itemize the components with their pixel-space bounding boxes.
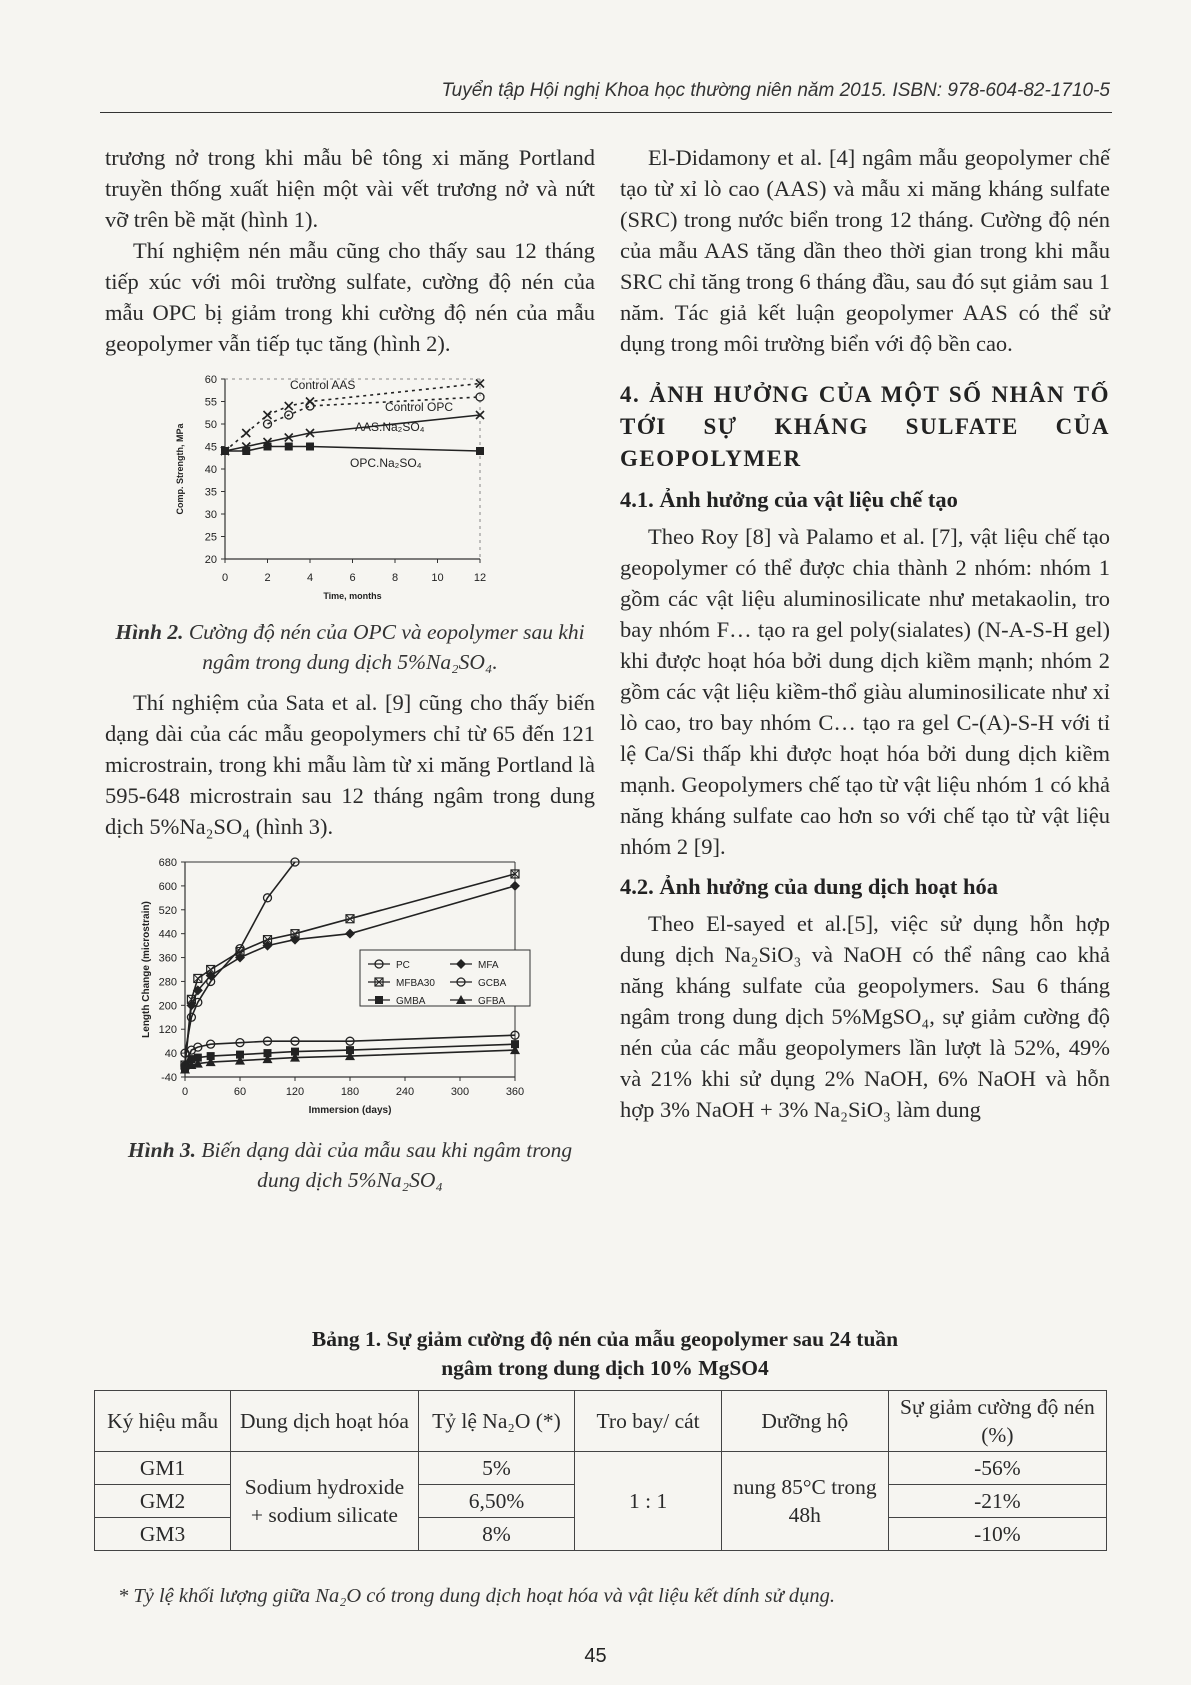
figure-3-label: Hình 3.	[127, 1138, 197, 1162]
data-point	[264, 443, 272, 451]
reduction-cell: -56%	[888, 1452, 1106, 1485]
series-label: Control OPC	[385, 400, 454, 414]
legend-marker	[375, 996, 383, 1004]
figure-2-caption-text: Cường độ nén của OPC và eopolymer sau khi ngâm trong dung dịch 5%Na₂SO₄.	[188, 620, 585, 674]
na2o-cell: 8%	[418, 1518, 575, 1551]
series-label: OPC.Na₂SO₄	[350, 456, 422, 470]
running-header: Tuyển tập Hội nghị Khoa học thường niên năm 2015. ISBN: 978-604-82-1710-5	[441, 80, 1110, 101]
sample-cell: GM2	[95, 1485, 231, 1518]
x-tick-label: 6	[349, 572, 356, 584]
series-line	[225, 447, 480, 452]
left-column	[105, 142, 595, 1205]
x-axis-label: Time, months	[323, 591, 382, 601]
left-paragraph-3: Thí nghiệm của Sata et al. [9] cũng cho thấy biến dạng dài của các mẫu geopolymers chỉ từ 65 đến 121 microstrain, trong khi mẫu làm từ xi măng Portland là 595-648 microstrain sau 12 tháng ngâm trong dung dịch 5%Na₂SO₄ (hình 3).	[105, 690, 595, 839]
data-point	[285, 443, 293, 451]
data-point	[242, 447, 250, 455]
x-tick-label: 12	[473, 572, 487, 584]
activator-cell: Sodium hydroxide + sodium silicate	[231, 1452, 418, 1551]
x-tick-label: 0	[181, 1086, 189, 1098]
ratio-cell: 1 : 1	[575, 1452, 721, 1551]
legend-label: MFA	[478, 960, 499, 971]
table-row	[95, 1452, 1107, 1485]
figure-2-label: Hình 2.	[115, 620, 184, 644]
data-point	[345, 929, 355, 939]
data-point	[242, 429, 250, 437]
y-tick-label: 60	[204, 374, 217, 386]
footnote: * Tỷ lệ khối lượng giữa Na₂O có trong dung dịch hoạt hóa và vật liệu kết dính sử dụng.	[118, 1585, 836, 1607]
section-4-1-heading: 4.1. Ảnh hưởng của vật liệu chế tạo	[620, 487, 958, 512]
y-tick-label: 440	[158, 928, 177, 941]
x-tick-label: 300	[450, 1086, 470, 1098]
x-tick-label: 2	[264, 572, 271, 584]
curing-cell: nung 85°C trong 48h	[721, 1452, 888, 1551]
table-title	[100, 1325, 1110, 1383]
x-tick-label: 360	[505, 1086, 525, 1098]
data-point	[221, 447, 229, 455]
figure-3-caption-text: Biến dạng dài của mẫu sau khi ngâm trong dung dịch 5%Na₂SO₄	[201, 1138, 573, 1192]
table-header-cell: Dung dịch hoạt hóa	[231, 1391, 418, 1452]
data-point	[306, 402, 314, 410]
data-point	[285, 402, 293, 410]
y-tick-label: 40	[204, 464, 217, 476]
y-tick-label: 600	[158, 880, 177, 893]
y-tick-label: 35	[204, 486, 217, 499]
data-point	[264, 411, 272, 419]
x-tick-label: 180	[340, 1086, 360, 1098]
y-tick-label: 40	[164, 1048, 177, 1061]
series-line	[225, 384, 480, 452]
data-point	[306, 443, 314, 451]
x-tick-label: 4	[306, 572, 314, 584]
data-point	[194, 974, 202, 982]
table-header-cell: Tỷ lệ Na₂O (*)	[418, 1391, 575, 1452]
legend-label: PC	[396, 960, 410, 971]
table-header-cell: Sự giảm cường độ nén (%)	[888, 1391, 1106, 1452]
header-rule	[100, 112, 1112, 113]
legend-label: GMBA	[396, 996, 426, 1007]
x-tick-label: 240	[395, 1086, 415, 1098]
table-title-line-2: ngâm trong dung dịch 10% MgSO4	[441, 1356, 769, 1380]
y-tick-label: 520	[158, 904, 177, 917]
table-header-row	[95, 1391, 1107, 1452]
right-paragraph-1: El-Didamony et al. [4] ngâm mẫu geopolymer chế tạo từ xỉ lò cao (AAS) và mẫu xi măng kháng sulfate (SRC) trong nước biển trong 12 tháng. Cường độ nén của mẫu AAS tăng dần theo thời gian trong khi mẫu SRC chỉ tăng trong 6 tháng đầu, sau đó sụt giảm sau 1 năm. Tác giả kết luận geopolymer AAS có thể sử dụng trong môi trường biển với độ bền cao.	[620, 145, 1110, 356]
y-tick-label: 45	[204, 441, 217, 454]
sample-cell: GM1	[95, 1452, 231, 1485]
data-point	[510, 881, 520, 891]
x-tick-label: 120	[285, 1086, 305, 1098]
y-axis-label: Comp. Strength, MPa	[175, 423, 185, 515]
right-paragraph-2: Theo Roy [8] và Palamo et al. [7], vật liệu chế tạo geopolymer có thể được chia thành 2 nhóm: nhóm 1 gồm các vật liệu aluminosilicate như metakaolin, tro bay nhóm F… tạo ra gel poly(sialates) (N-A-S-H gel) khi được hoạt hóa bởi dung dịch kiềm mạnh; nhóm 2 gồm các vật liệu kiềm-thổ giàu aluminosilicate như xỉ lò cao, tro bay nhóm C… tạo ra gel C-(A)-S-H với tỉ lệ Ca/Si thấp khi được hoạt hóa bởi dung dịch kiềm mạnh. Geopolymers chế tạo từ vật liệu nhóm 1 có khả năng kháng sulfate cao hơn so với chế tạo từ vật liệu nhóm 2 [9].	[620, 524, 1110, 859]
x-axis-label: Immersion (days)	[308, 1105, 392, 1116]
x-tick-label: 0	[221, 572, 229, 584]
y-tick-label: 30	[204, 509, 217, 521]
figure-3-caption	[105, 1135, 595, 1195]
x-tick-label: 10	[431, 572, 444, 584]
x-tick-label: 8	[391, 572, 399, 584]
sample-cell: GM3	[95, 1518, 231, 1551]
left-paragraph-2: Thí nghiệm nén mẫu cũng cho thấy sau 12 tháng tiếp xúc với môi trường sulfate, cường độ nén của mẫu OPC bị giảm trong khi cường độ nén của mẫu geopolymer vẫn tiếp tục tăng (hình 2).	[105, 238, 595, 356]
y-tick-label: 680	[158, 857, 177, 869]
y-tick-label: 55	[204, 396, 217, 409]
data-point	[476, 447, 484, 455]
section-4-heading: 4. ẢNH HƯỞNG CỦA MỘT SỐ NHÂN TỐ TỚI SỰ KHÁNG SULFATE CỦA GEOPOLYMER	[620, 382, 1110, 471]
right-column	[620, 142, 1110, 1125]
left-paragraph-1: trương nở trong khi mẫu bê tông xi măng Portland truyền thống xuất hiện một vài vết trương nở và nứt vỡ trên bề mặt (hình 1).	[105, 145, 595, 232]
y-tick-label: 20	[204, 554, 217, 566]
series-label: AAS.Na₂SO₄	[355, 420, 425, 434]
legend-label: GFBA	[478, 996, 506, 1007]
legend-label: MFBA30	[396, 978, 435, 989]
page-number: 45	[584, 1645, 607, 1667]
reduction-cell: -21%	[888, 1485, 1106, 1518]
figure-2-chart	[105, 369, 595, 604]
legend-label: GCBA	[478, 978, 507, 989]
na2o-cell: 6,50%	[418, 1485, 575, 1518]
na2o-cell: 5%	[418, 1452, 575, 1485]
table-header-cell: Tro bay/ cát	[575, 1391, 721, 1452]
table-header-cell: Ký hiệu mẫu	[95, 1391, 231, 1452]
x-tick-label: 60	[233, 1086, 247, 1098]
y-tick-label: 120	[158, 1024, 177, 1037]
series-label: Control AAS	[290, 378, 356, 392]
table-header-cell: Dưỡng hộ	[721, 1391, 888, 1452]
y-tick-label: 200	[158, 1000, 177, 1013]
section-4-2-heading: 4.2. Ảnh hưởng của dung dịch hoạt hóa	[620, 874, 998, 899]
y-tick-label: 280	[158, 976, 177, 989]
right-paragraph-3: Theo El-sayed et al.[5], việc sử dụng hỗn hợp dung dịch Na₂SiO₃ và NaOH có thể nâng cao khả năng kháng sulfate của geopolymers. Sau 6 tháng ngâm trong dung dịch 5%MgSO₄, sự giảm cường độ nén của các mẫu geopolymers lần lượt là 52%, 49% và 21% khi sử dụng 2% NaOH, 6% NaOH và hỗn hợp 3% NaOH + 3% Na₂SiO₃ làm dung	[620, 911, 1110, 1122]
figure-3	[105, 852, 595, 1127]
y-tick-label: 25	[204, 531, 217, 544]
figure-2-caption	[105, 617, 595, 677]
table-title-line-1: Bảng 1. Sự giảm cường độ nén của mẫu geopolymer sau 24 tuần	[311, 1327, 899, 1351]
figure-2	[105, 369, 595, 609]
y-tick-label: 50	[204, 419, 217, 431]
y-tick-label: 360	[158, 952, 177, 965]
y-axis-label: Length Change (microstrain)	[141, 901, 152, 1038]
y-tick-label: -40	[161, 1072, 177, 1084]
reduction-cell: -10%	[888, 1518, 1106, 1551]
results-table	[94, 1390, 1107, 1551]
figure-3-chart	[105, 852, 595, 1122]
